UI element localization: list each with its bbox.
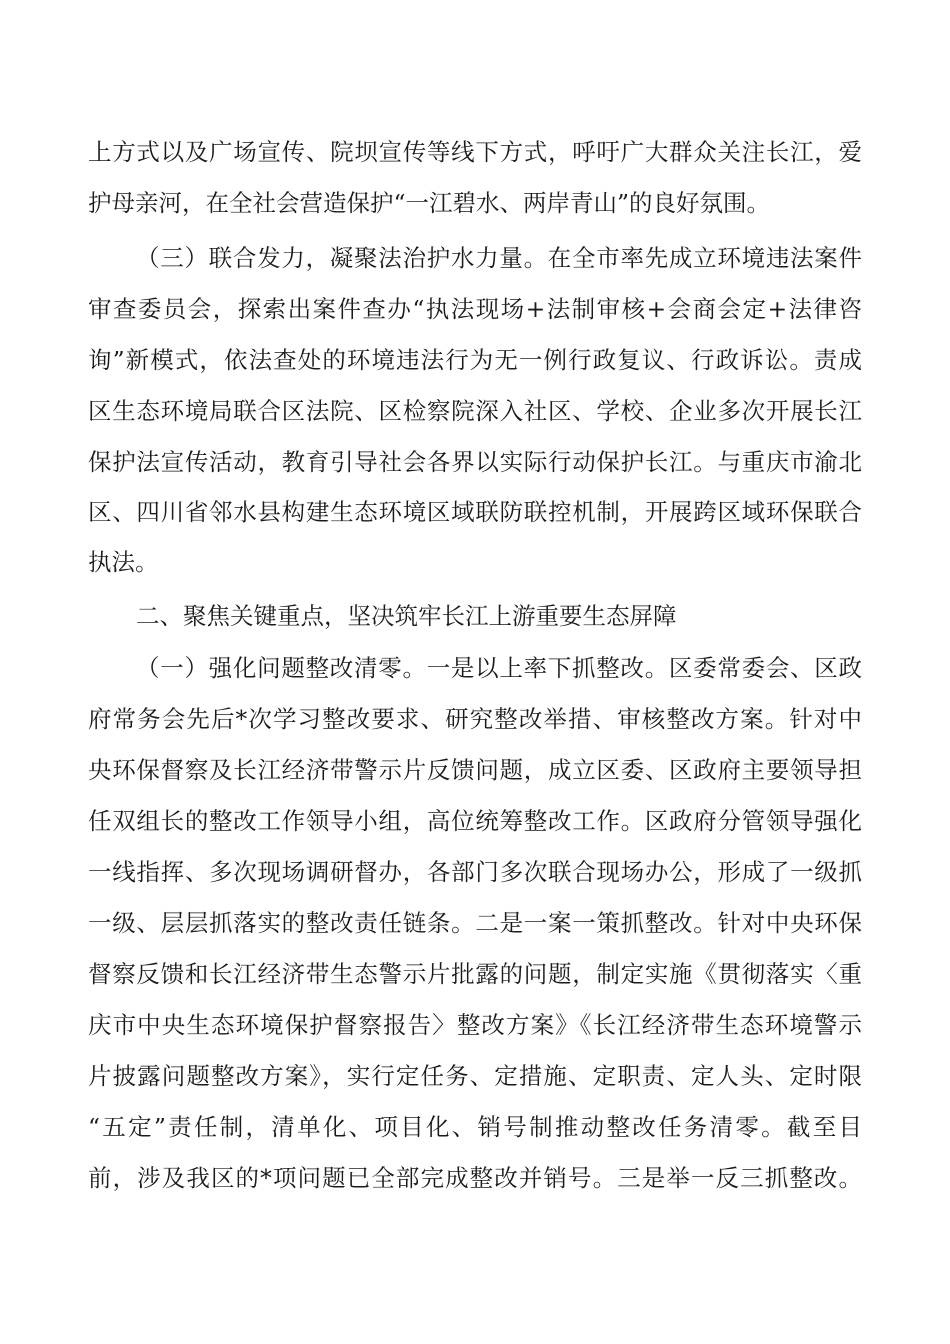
text-line: 任双组长的整改工作领导小组，高位统筹整改工作。区政府分管领导强化: [88, 807, 862, 835]
text-line: 一级、层层抓落实的整改责任链条。二是一案一策抓整改。针对中央环保: [88, 909, 862, 937]
text-line: 区生态环境局联合区法院、区检察院深入社区、学校、企业多次开展长江: [88, 397, 862, 425]
text-line: 一线指挥、多次现场调研督办，各部门多次联合现场办公，形成了一级抓: [88, 858, 862, 886]
text-line: 审查委员会，探索出案件查办“执法现场+法制审核+会商会定+法律咨: [88, 295, 862, 323]
text-line: 护母亲河，在全社会营造保护“一江碧水、两岸青山”的良好氛围。: [88, 189, 771, 217]
text-line: 上方式以及广场宣传、院坝宣传等线下方式，呼吁广大群众关注长江，爱: [88, 138, 862, 166]
text-line: 区、四川省邻水县构建生态环境区域联防联控机制，开展跨区域环保联合: [88, 498, 862, 526]
text-line: 执法。: [88, 548, 159, 576]
paragraph-start-line: （一）强化问题整改清零。一是以上率下抓整改。区委常委会、区政: [136, 654, 862, 682]
paragraph-start-line: （三）联合发力，凝聚法治护水力量。在全市率先成立环境违法案件: [136, 244, 862, 272]
section-heading: 二、聚焦关键重点，坚决筑牢长江上游重要生态屏障: [136, 602, 677, 630]
text-line: 府常务会先后*次学习整改要求、研究整改举措、审核整改方案。针对中: [88, 705, 862, 733]
text-line: “五定”责任制，清单化、项目化、销号制推动整改任务清零。截至目: [88, 1113, 862, 1141]
text-line: 保护法宣传活动，教育引导社会各界以实际行动保护长江。与重庆市渝北: [88, 448, 862, 476]
text-line: 片披露问题整改方案》，实行定任务、定措施、定职责、定人头、定时限: [88, 1062, 862, 1090]
text-line: 前，涉及我区的*项问题已全部完成整改并销号。三是举一反三抓整改。: [88, 1164, 862, 1192]
text-line: 庆市中央生态环境保护督察报告〉整改方案》《长江经济带生态环境警示: [88, 1011, 862, 1039]
text-line: 督察反馈和长江经济带生态警示片批露的问题，制定实施《贯彻落实〈重: [88, 960, 862, 988]
text-line: 央环保督察及长江经济带警示片反馈问题，成立区委、区政府主要领导担: [88, 756, 862, 784]
text-line: 询”新模式，依法查处的环境违法行为无一例行政复议、行政诉讼。责成: [88, 346, 862, 374]
